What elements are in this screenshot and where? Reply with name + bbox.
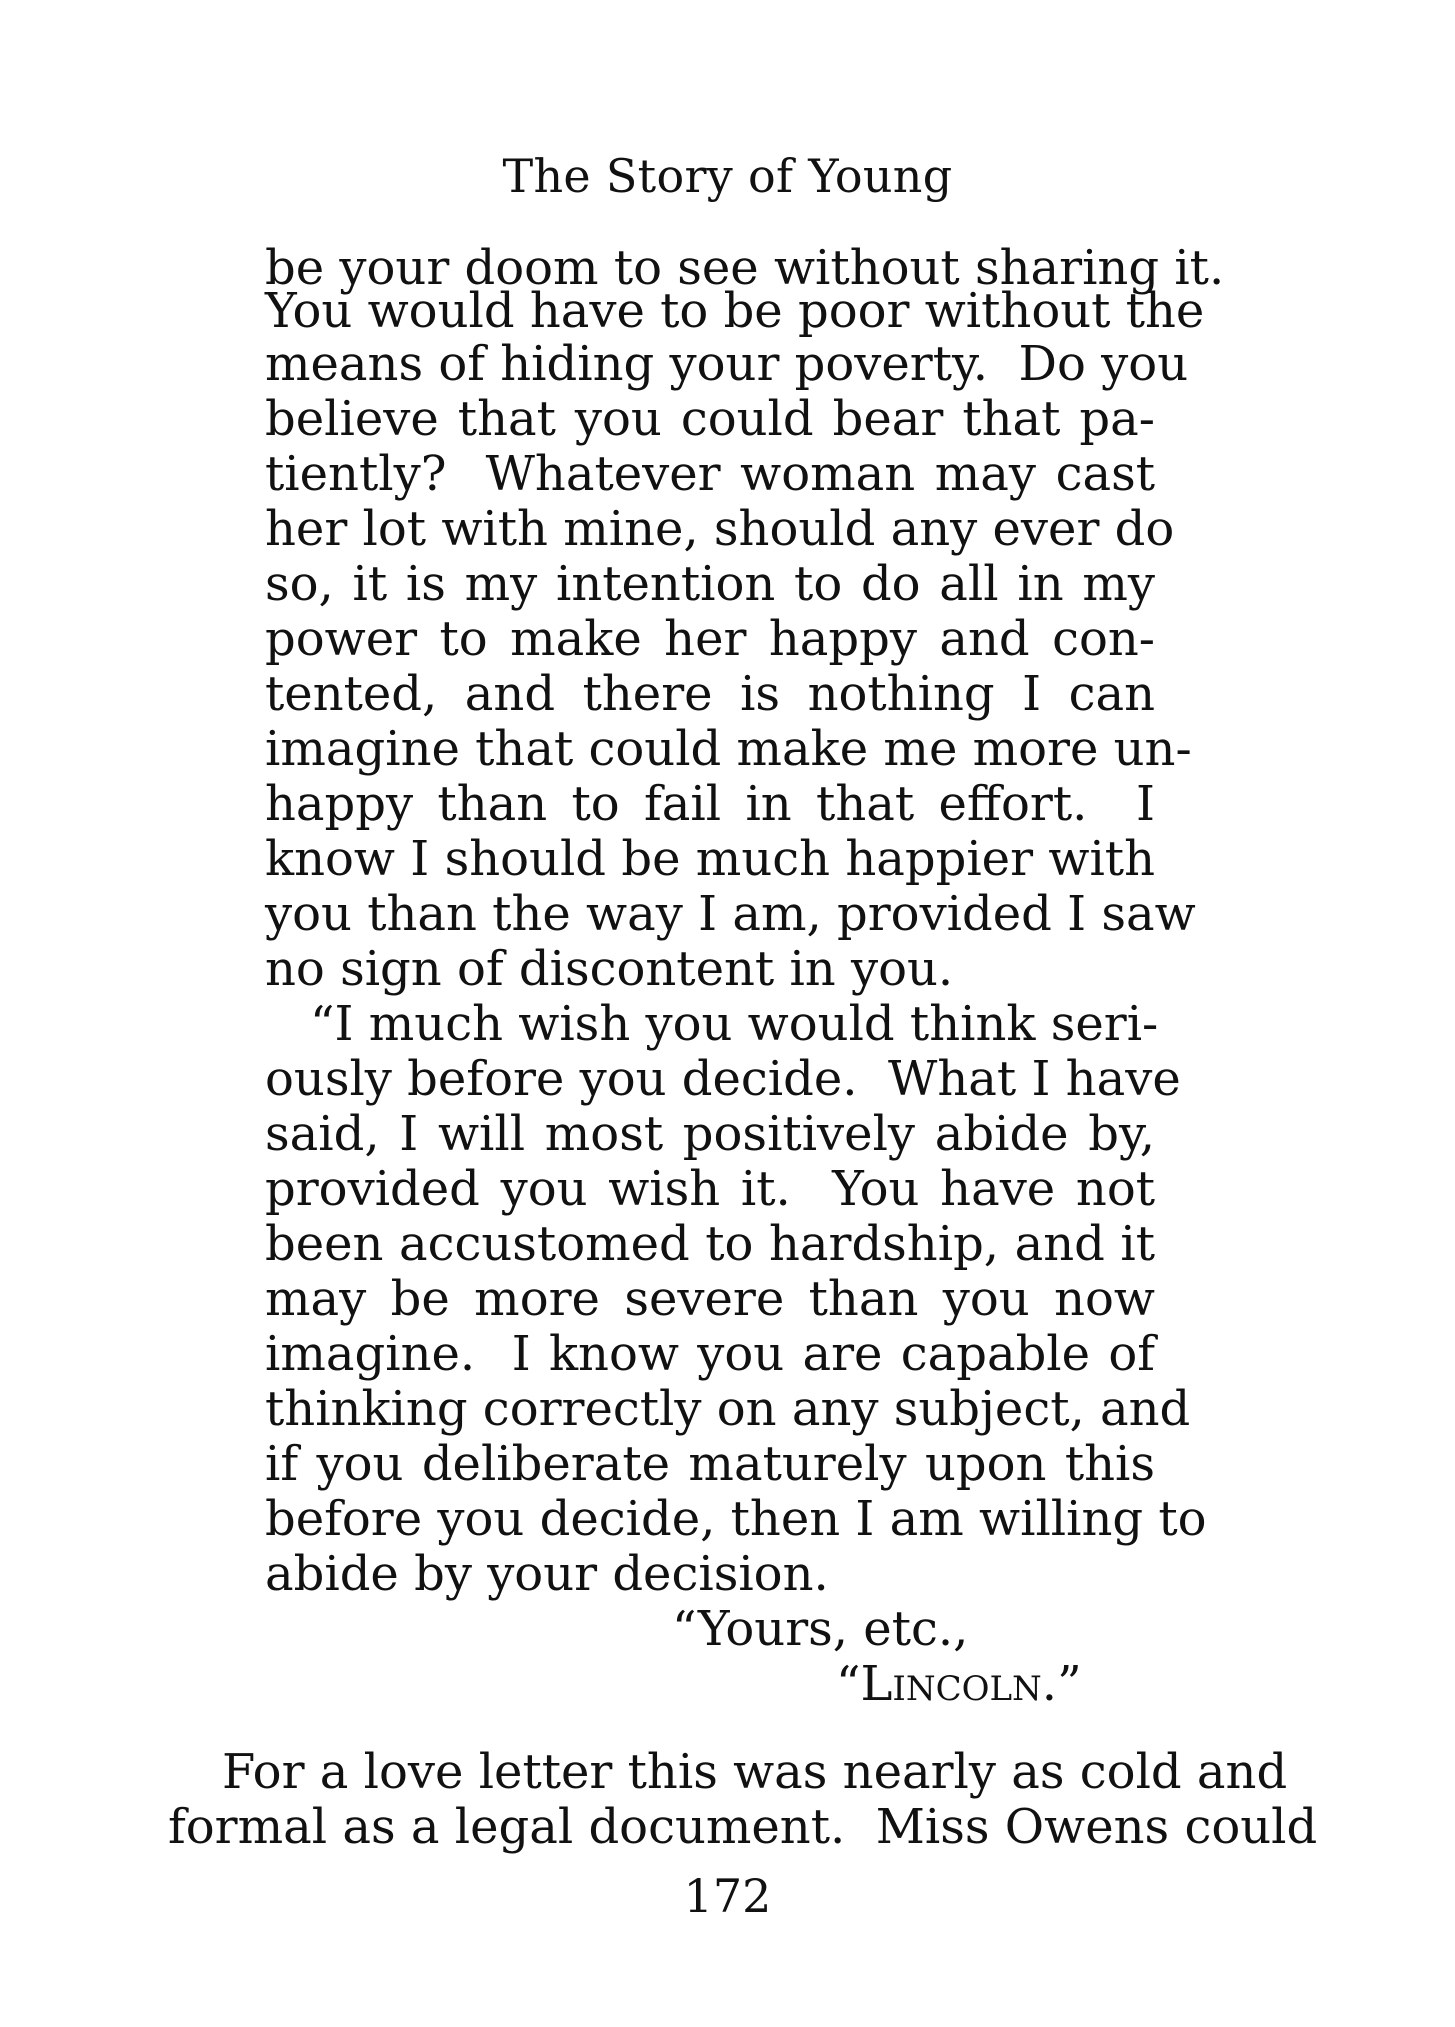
text-line: may be more severe than you now [265,1271,1155,1327]
text-line: be your doom to see without sharing it. [265,240,1225,296]
text-line: ously before you decide. What I have [265,1051,1181,1107]
text-line: no sign of discontent in you. [265,941,954,997]
text-line: tented, and there is nothing I can [265,666,1155,722]
text-line: imagine. I know you are capable of [265,1326,1155,1382]
page-number: 172 [683,1869,772,1923]
text-line: “I much wish you would think seri- [310,996,1159,1052]
text-line: provided you wish it. You have not [265,1161,1155,1217]
text-line: her lot with mine, should any ever do [265,501,1175,557]
text-line: so, it is my intention to do all in my [265,556,1155,612]
text-line: been accustomed to hardship, and it [265,1216,1155,1272]
letter-signature: “Lincoln.” [836,1656,1082,1712]
text-line: said, I will most positively abide by, [265,1106,1155,1162]
text-line: if you deliberate maturely upon this [265,1436,1155,1492]
text-line: thinking correctly on any subject, and [265,1381,1191,1437]
text-line: tiently? Whatever woman may cast [265,446,1155,502]
text-line: you than the way I am, provided I saw [265,886,1196,942]
text-line: happy than to fail in that effort. I [265,776,1155,832]
running-head: The Story of Young [502,149,953,203]
text-line: You would have to be poor without the [265,283,1205,339]
text-line: before you decide, then I am willing to [265,1491,1207,1547]
text-line: know I should be much happier with [265,831,1155,887]
text-line: means of hiding your poverty. Do you [265,336,1189,392]
text-line: For a love letter this was nearly as cold and [222,1744,1288,1800]
text-line: abide by your decision. [265,1546,829,1602]
text-line: imagine that could make me more un- [265,721,1192,777]
text-line: believe that you could bear that pa- [265,391,1155,447]
text-line: power to make her happy and con- [265,611,1155,667]
text-line: formal as a legal document. Miss Owens could [168,1799,1318,1855]
letter-closing: “Yours, etc., [672,1601,969,1657]
